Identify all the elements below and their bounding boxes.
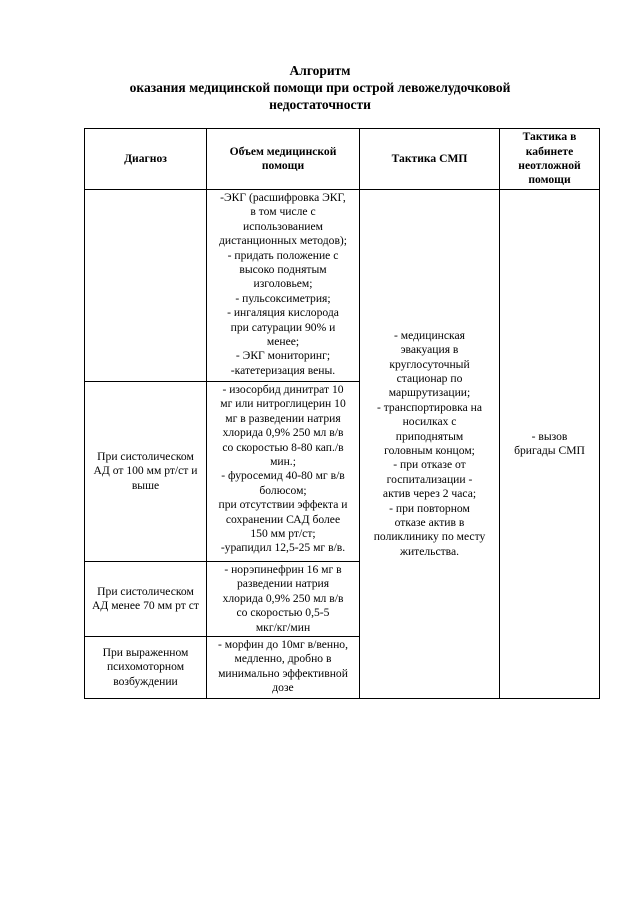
diagnosis-cell: При систолическом АД от 100 мм рт/ст и выше (85, 382, 207, 562)
title-line-1: Алгоритм (289, 63, 351, 78)
header-volume: Объем медицинской помощи (207, 129, 360, 190)
header-diagnosis: Диагноз (85, 129, 207, 190)
volume-cell: -ЭКГ (расшифровка ЭКГ, в том числе с использованием дистанционных методов); - придать положение с высоко поднятым изголовьем; - пульсоксиметрия; - ингаляция кислорода при сатурации 90% и менее; - ЭКГ мониторинг; -катетеризация вены. (207, 190, 360, 382)
diagnosis-cell (85, 190, 207, 382)
volume-cell: - норэпинефрин 16 мг в разведении натрия хлорида 0,9% 250 мл в/в со скоростью 0,5-5 мкг/кг/мин (207, 562, 360, 637)
header-cabinet-tactics: Тактика в кабинете неотложной помощи (500, 129, 600, 190)
volume-cell: - изосорбид динитрат 10 мг или нитроглицерин 10 мг в разведении натрия хлорида 0,9% 250 мл в/в со скоростью 8-80 кап./в мин.; - фуросемид 40-80 мг в/в болюсом; при отсутствии эффекта и сохранении САД более 150 мм рт/ст; -урапидил 12,5-25 мг в/в. (207, 382, 360, 562)
cabinet-tactics-cell: - вызов бригады СМП (500, 190, 600, 699)
algorithm-table (84, 128, 600, 699)
document-title (80, 62, 560, 113)
diagnosis-cell: При систолическом АД менее 70 мм рт ст (85, 562, 207, 637)
title-line-3: недостаточности (269, 97, 371, 112)
table-row (85, 190, 600, 382)
header-smp-tactics: Тактика СМП (360, 129, 500, 190)
diagnosis-cell: При выраженном психомоторном возбуждении (85, 637, 207, 699)
table-header-row (85, 129, 600, 190)
volume-cell: - морфин до 10мг в/венно, медленно, дробно в минимально эффективной дозе (207, 637, 360, 699)
smp-tactics-cell: - медицинская эвакуация в круглосуточный стационар по маршрутизации; - транспортировка на носилках с приподнятым головным концом; - при отказе от госпитализации - актив через 2 часа; - при повторном отказе актив в поликлинику по месту жительства. (360, 190, 500, 699)
title-line-2: оказания медицинской помощи при острой левожелудочковой (129, 80, 511, 95)
